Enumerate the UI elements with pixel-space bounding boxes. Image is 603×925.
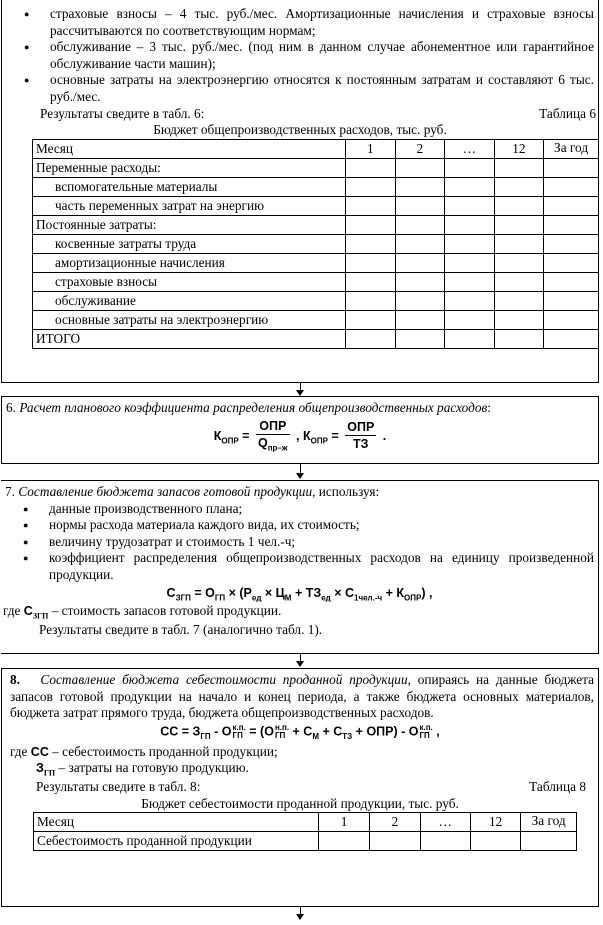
fraction-num: ОПР <box>345 420 376 437</box>
table-cell <box>445 196 495 215</box>
cc-formula: СС = $З_{ГП}$ - О к.п. ГП = (О н.п. ГП + $С_М + С_{ТЗ} + ОПР) - О$ к.п. ГП , <box>160 722 440 741</box>
table-cell <box>395 272 445 291</box>
block-5 <box>1 0 599 383</box>
flow-arrow <box>296 907 306 921</box>
list-item: ● основные затраты на электроэнергию относятся к постоянным затратам и составляют 6 тыс. руб./мес. <box>2 72 598 105</box>
table-row <box>33 272 599 291</box>
formula-eq: = <box>242 428 250 443</box>
table-label: Таблица 6 <box>539 105 596 121</box>
table-header-cell: За год <box>521 813 577 832</box>
table-header-cell: … <box>445 139 495 158</box>
flow-arrow <box>296 464 306 480</box>
table-cell <box>470 832 520 851</box>
list-item: ● нормы расхода материала каждого вида, их стоимость; <box>1 517 598 534</box>
formula-sub: ОПР <box>221 435 239 445</box>
where-line <box>2 744 598 761</box>
row-label: косвенные затраты труда <box>33 234 346 253</box>
flow-arrow <box>296 654 306 668</box>
where-text: – стоимость запасов готовой продукции. <box>48 603 282 619</box>
row-label: Переменные расходы: <box>33 158 346 177</box>
k-opr-formula <box>2 419 598 454</box>
table-cell <box>346 253 396 272</box>
where-prefix: где <box>3 603 24 619</box>
step-number: 8. <box>10 672 20 687</box>
table-header-cell: Месяц <box>34 813 319 832</box>
row-label: ИТОГО <box>33 329 346 348</box>
table-row <box>34 832 577 851</box>
table-cell <box>395 234 445 253</box>
where-text: – себестоимость проданной продукции; <box>48 743 278 759</box>
where-symbol: З <box>36 761 44 776</box>
flow-arrow <box>296 383 306 396</box>
table-cell <box>544 310 599 329</box>
table-cell <box>544 329 599 348</box>
fraction-den: ТЗ <box>353 437 369 452</box>
table-header-cell: За год <box>544 139 599 158</box>
table-cell <box>445 291 495 310</box>
table-header-cell: Месяц <box>33 139 346 158</box>
table-cell <box>445 177 495 196</box>
table-cell <box>544 177 599 196</box>
table-cell <box>445 272 495 291</box>
table-cell <box>494 177 544 196</box>
table-header-cell: 12 <box>470 813 520 832</box>
den-sub: пр–ж <box>267 443 288 453</box>
table-header-cell: … <box>420 813 470 832</box>
table-row <box>33 253 599 272</box>
table-cell <box>346 272 396 291</box>
list-item: ● величину трудозатрат и стоимость 1 чел.-ч; <box>1 534 598 551</box>
table-cell <box>494 310 544 329</box>
table-header-cell: 1 <box>346 139 396 158</box>
bullet-list-7 <box>1 501 598 584</box>
fraction <box>345 420 376 453</box>
row-label: Постоянные затраты: <box>33 215 346 234</box>
formula-sep: , <box>296 428 300 443</box>
colon: : <box>487 400 491 415</box>
table-cell <box>544 253 599 272</box>
table-cell <box>445 234 495 253</box>
formula-k: К <box>303 428 311 443</box>
table-8-caption-row <box>2 779 598 796</box>
where-sub: ГП <box>43 768 56 778</box>
table-cell <box>346 158 396 177</box>
block-6-heading <box>2 397 598 417</box>
table-cell <box>395 177 445 196</box>
results-text: Результаты сведите в табл. 7 (аналогично табл. 1). <box>39 621 323 637</box>
step-number: 6. <box>6 400 16 415</box>
table-row <box>33 329 599 348</box>
table-cell <box>494 253 544 272</box>
table-header-cell: 2 <box>395 139 445 158</box>
table-cell <box>445 253 495 272</box>
where-symbol: СС <box>30 744 49 759</box>
table-header-cell: 2 <box>370 813 420 832</box>
row-label: обслуживание <box>33 291 346 310</box>
row-label: часть переменных затрат на энергию <box>33 196 346 215</box>
block-8-intro <box>2 669 598 722</box>
block-7-heading <box>1 481 598 501</box>
table-cell <box>395 310 445 329</box>
table-cell <box>346 196 396 215</box>
list-item: ● данные производственного плана; <box>1 501 598 518</box>
step-number: 7. <box>5 484 15 499</box>
table-cell <box>494 329 544 348</box>
table-cell <box>346 329 396 348</box>
table-header-row <box>33 139 599 158</box>
table-row <box>33 310 599 329</box>
list-item: ● обслуживание – 3 тыс. руб./мес. (под ним в данном случае абонементное или гарантийное обслуживание части машин); <box>2 39 598 72</box>
table-cell <box>445 329 495 348</box>
block-6 <box>1 396 599 464</box>
table-cell <box>395 215 445 234</box>
table-cell <box>544 196 599 215</box>
table-row <box>33 291 599 310</box>
table-cell <box>494 272 544 291</box>
table-title: Бюджет общепроизводственных расходов, тыс. руб. <box>153 122 447 138</box>
table-cell <box>346 177 396 196</box>
fraction-num: ОПР <box>256 419 290 436</box>
table-cell <box>521 832 577 851</box>
where-sub: ЗГП <box>32 611 49 621</box>
table-cell <box>494 234 544 253</box>
fraction <box>256 419 290 454</box>
table-cell <box>395 253 445 272</box>
table-cell <box>445 215 495 234</box>
intro-tail: , опираясь на данные бюджета запасов готовой продукции на начало и конец периода, а также бюджета основных материалов, бюджета затрат прямого труда, бюджета общепроизводственных расходов. <box>10 672 594 721</box>
table-6 <box>32 139 599 349</box>
bullet-list-5 <box>2 6 598 106</box>
table-cell <box>346 291 396 310</box>
table-cell <box>395 196 445 215</box>
table-cell <box>544 272 599 291</box>
formula-end: . <box>382 428 387 443</box>
step-title: Расчет планового коэффициента распределения общепроизводственных расходов <box>19 400 488 415</box>
table-row <box>33 177 599 196</box>
table-row <box>33 234 599 253</box>
table-header-row <box>34 813 577 832</box>
table-row <box>33 196 599 215</box>
table-cell <box>395 329 445 348</box>
list-item: ● страховые взносы – 4 тыс. руб./мес. Амортизационные начисления и страховые взносы рассчитываются по соответствующим нормам; <box>2 6 598 39</box>
row-label: вспомогательные материалы <box>33 177 346 196</box>
row-label: страховые взносы <box>33 272 346 291</box>
block-7 <box>1 480 599 654</box>
where-line <box>2 760 598 779</box>
results-text: Результаты сведите в табл. 8: <box>36 778 201 794</box>
step-title: Составление бюджета запасов готовой продукции <box>18 484 313 499</box>
szgp-formula: $С_{ЗГП} = О_{ГП} \times (Р_{ед} \times Ц_М + ТЗ_{ед} \times С_{1чел.-ч} + К_{ОПР})$ , <box>166 585 433 603</box>
table-cell <box>544 215 599 234</box>
table-header-cell: 12 <box>494 139 544 158</box>
table-cell <box>395 291 445 310</box>
table-6-caption-row <box>2 106 598 123</box>
table-label: Таблица 8 <box>529 778 586 794</box>
table-cell <box>445 310 495 329</box>
table-cell <box>544 291 599 310</box>
table-cell <box>318 832 369 851</box>
table-cell <box>544 158 599 177</box>
table-cell <box>346 310 396 329</box>
den-symbol: Q <box>257 436 268 451</box>
table-cell <box>544 234 599 253</box>
table-cell <box>346 215 396 234</box>
where-line <box>1 603 598 622</box>
table-header-cell: 1 <box>318 813 369 832</box>
results-text: Результаты сведите в табл. 6: <box>40 105 205 121</box>
table-cell <box>494 196 544 215</box>
table-row <box>33 158 599 177</box>
table-row <box>33 215 599 234</box>
table-cell <box>494 291 544 310</box>
formula-eq: = <box>331 428 339 443</box>
step-title: Составление бюджета себестоимости проданной продукции <box>40 672 408 687</box>
where-symbol: С <box>23 604 33 619</box>
where-text: – затраты на готовую продукцию. <box>55 760 249 776</box>
step-title-tail: , используя: <box>312 484 380 499</box>
row-label: Себестоимость проданной продукции <box>34 832 319 851</box>
formula-sub: ОПР <box>310 435 328 445</box>
table-cell <box>370 832 420 851</box>
table-8 <box>33 812 577 851</box>
list-item: ● коэффициент распределения общепроизводственных расходов на единицу произведенной продукции. <box>1 550 598 583</box>
table-cell <box>445 158 495 177</box>
table-cell <box>494 158 544 177</box>
where-prefix: где <box>10 743 31 759</box>
table-cell <box>395 158 445 177</box>
block-8 <box>1 668 599 907</box>
table-cell <box>346 234 396 253</box>
row-label: основные затраты на электроэнергию <box>33 310 346 329</box>
table-title: Бюджет себестоимости проданной продукции, тыс. руб. <box>141 795 459 811</box>
table-cell <box>420 832 470 851</box>
fraction-den <box>256 435 290 454</box>
row-label: амортизационные начисления <box>33 253 346 272</box>
formula-k: К <box>213 428 222 443</box>
table-cell <box>494 215 544 234</box>
